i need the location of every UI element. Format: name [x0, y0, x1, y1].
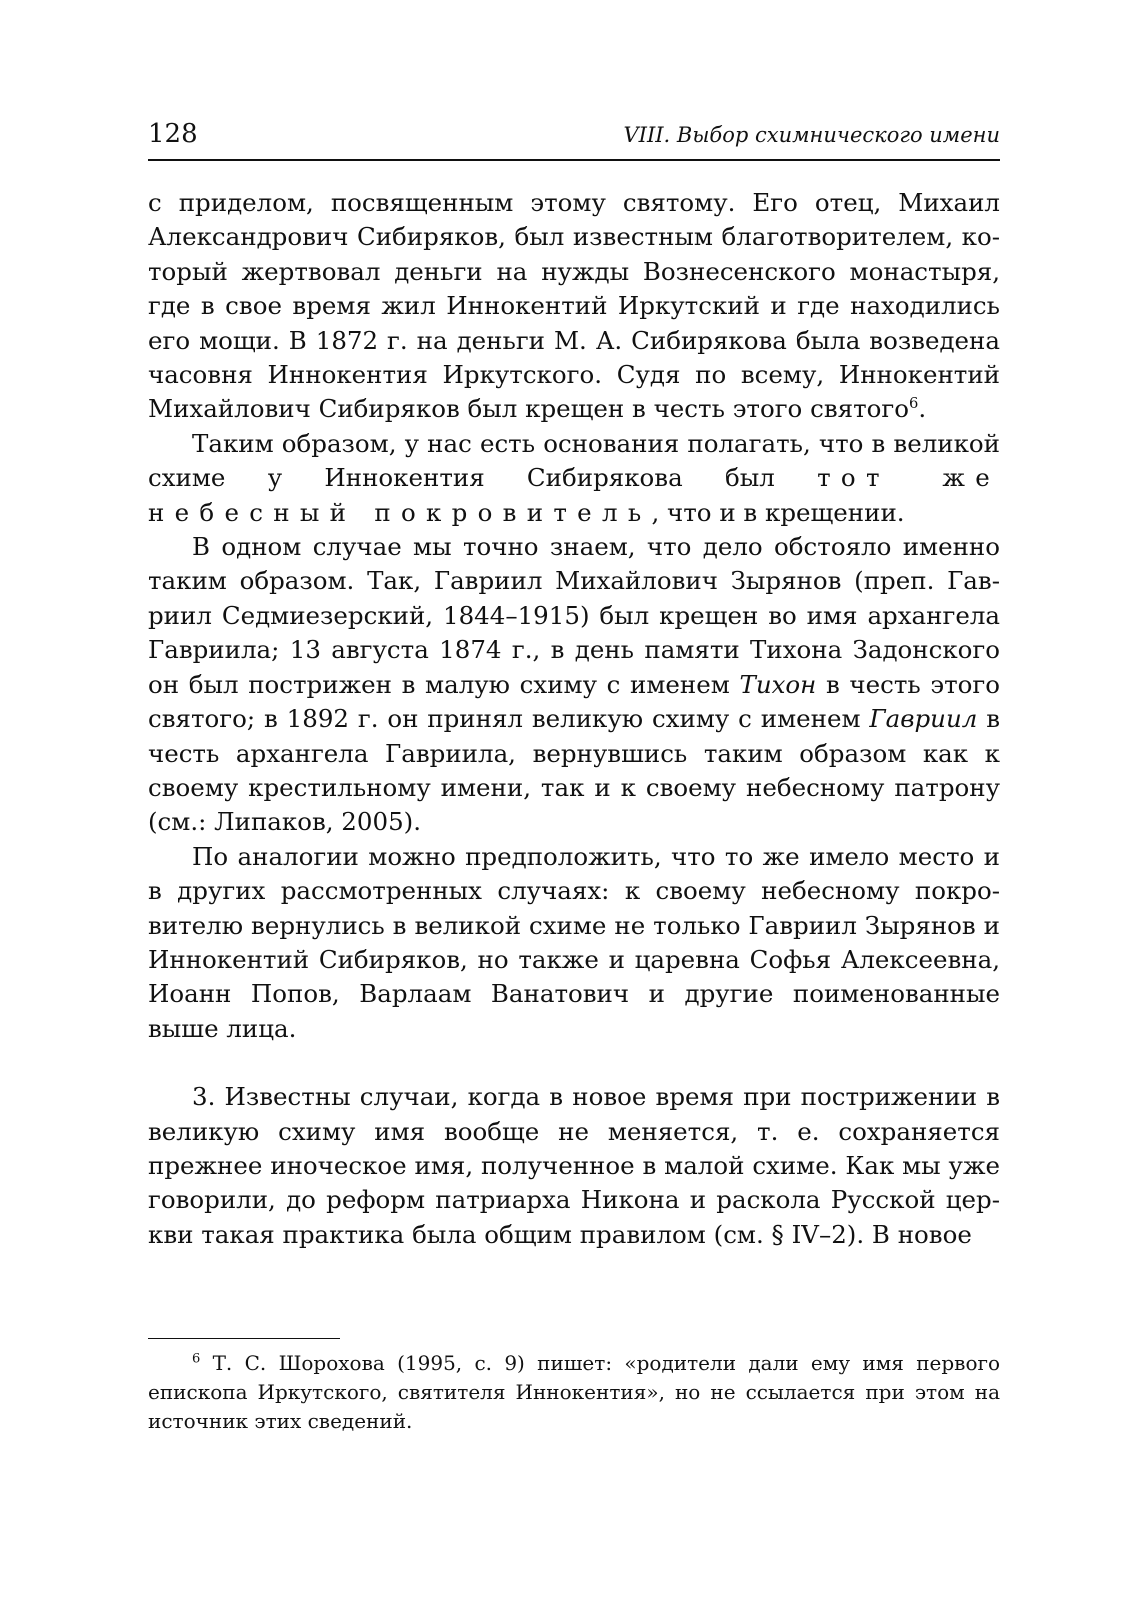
- paragraph-4: По аналогии можно предположить, что то же имело место и в других рассмотренных случаях: к своему небесному покровителю вернулись в великой схиме не только Гавриил Зырянов и Иннокентий Сибиряков, но также и царевна Софья Алексеевна, Иоанн Попов, Варлаам Ванатович и другие поименованные выше лица.: [148, 841, 1000, 1043]
- footnote-rule: [148, 1338, 340, 1339]
- footnote-text: Т. С. Шорохова (1995, с. 9) пишет: «родители дали ему имя первого епископа Иркутского, святителя Иннокентия», но не ссылается при этом на источник этих сведений.: [148, 1351, 1000, 1433]
- paragraph-3-text-3: в честь архангела Гавриила, вернувшись таким образом как к своему крестильному имени, так и к своему небесному патрону (см.: Липаков, 2005).: [148, 704, 1000, 837]
- emphasis-name-tikhon: Тихон: [739, 669, 817, 699]
- paragraph-1-text: с приделом, посвященным этому святому. Его отец, Михаил Александрович Сибиряков, был известным благотворителем, который жертвовал деньги на нужды Вознесенского монастыря, где в свое время жил Иннокентий Иркутский и где находились его мощи. В 1872 г. на деньги М. А. Сибирякова была возведена часовня Иннокентия Иркутского. Судя по всему, Иннокентий Михайлович Сибиряков был крещен в честь этого святого: [148, 188, 1000, 424]
- footnote-reference: 6: [908, 395, 919, 413]
- header-rule: [148, 159, 1000, 161]
- paragraph-3-text-2: в честь этого святого; в 1892 г. он принял великую схиму с именем: [148, 669, 1000, 734]
- emphasis-name-gavriil: Гавриил: [869, 704, 978, 734]
- paragraph-1: [148, 186, 1000, 427]
- emphasis-spaced: тот же небесный покровитель: [148, 463, 1000, 527]
- footnote-number: 6: [192, 1351, 201, 1367]
- page-header: [148, 118, 1000, 158]
- paragraph-2-end: , что и в крещении.: [651, 497, 905, 527]
- running-title: VIII. Выбор схимнического имени: [623, 123, 1000, 147]
- paragraph-3-text: В одном случае мы точно знаем, что дело обстояло именно таким образом. Так, Гавриил Михайлович Зырянов (преп. Гавриил Седмиезерский, 1844–1915) был крещен во имя архангела Гавриила; 13 августа 1874 г., в день памяти Тихона Задонского он был пострижен в малую схиму с именем: [148, 532, 1000, 699]
- paragraph-1-end: .: [918, 394, 927, 424]
- footnote: [148, 1349, 1000, 1436]
- paragraph-3: [148, 530, 1000, 840]
- main-text: [148, 186, 1000, 1252]
- paragraph-2-text: Таким образом, у нас есть основания полагать, что в великой схиме у Иннокентия Сибирякова был: [148, 428, 1000, 493]
- paragraph-5: 3. Известны случаи, когда в новое время при пострижении в великую схиму имя вообще не меняется, т. е. сохраняется прежнее иноческое имя, полученное в малой схиме. Как мы уже говорили, до реформ патриарха Никона и раскола Русской церкви такая практика была общим правилом (см. § IV–2). В новое: [148, 1082, 1000, 1249]
- page-number: 128: [148, 119, 198, 149]
- paragraph-2: [148, 427, 1000, 530]
